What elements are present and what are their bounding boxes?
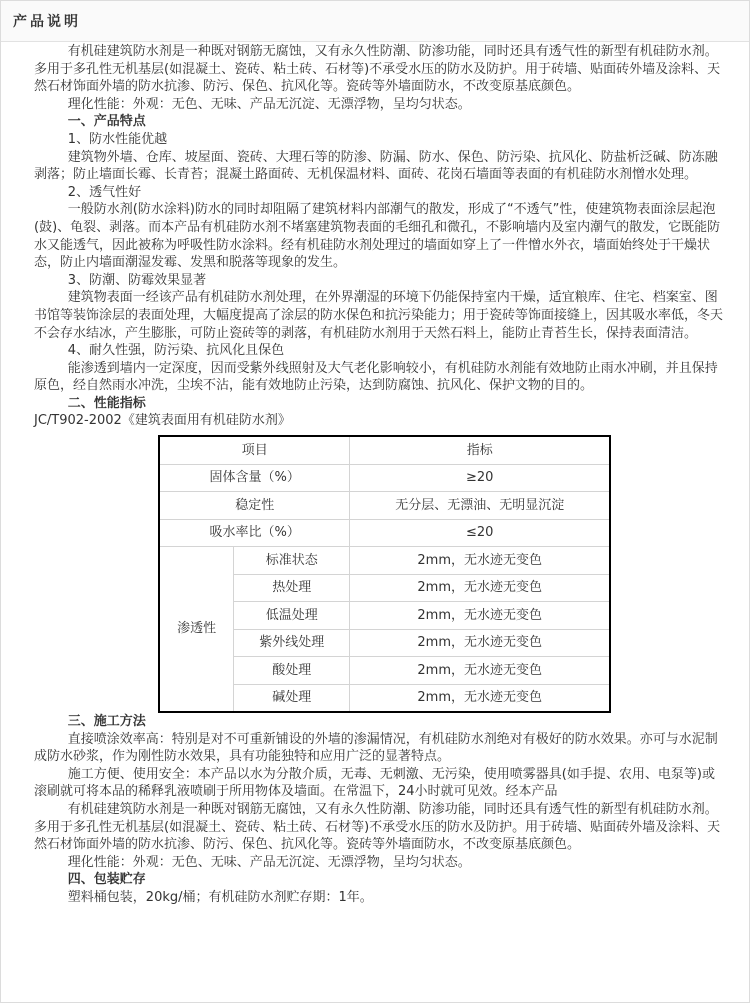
section-heading-packaging: 四、包装贮存 — [67, 872, 146, 888]
table-cell-subitem: 低温处理 — [234, 602, 350, 630]
construction-paragraph-3: 有机硅建筑防水剂是一种既对钢筋无腐蚀，又有永久性防潮、防渗功能，同时还具有透气性的新型有机硅防水剂。多用于多孔性无机基层(如混凝土、瓷砖、粘土砖、石材等)不承受水压的防水及防护。用于砖墙、贴面砖外墙及涂料、天然石材饰面外墙的防水抗渗、防污、保色、抗风化等。瓷砖等外墙面防水，不改变原基底颜色。 — [34, 802, 721, 853]
table-cell-value: 2mm，无水迹无变色 — [350, 657, 610, 685]
table-row — [159, 547, 610, 575]
table-cell-subitem: 标准状态 — [234, 547, 350, 575]
table-cell-value: 2mm，无水迹无变色 — [350, 684, 610, 712]
table-header-item: 项目 — [159, 436, 350, 464]
table-row — [159, 492, 610, 520]
physical-properties-line: 理化性能：外观：无色、无味、产品无沉淀、无漂浮物，呈均匀状态。 — [67, 96, 471, 112]
table-row — [159, 464, 610, 492]
table-cell-value: 无分层、无漂油、无明显沉淀 — [350, 492, 610, 520]
feature-1-text: 建筑物外墙、仓库、坡屋面、瓷砖、大理石等的防渗、防漏、防水、保色、防污染、抗风化、防盐析泛碱、防冻融剥落；防止墙面长霉、长青苔；混凝土路面砖、无机保温材料、面砖、花岗石墙面等表面的有机硅防水剂憎水处理。 — [34, 149, 718, 183]
table-cell-subitem: 热处理 — [234, 574, 350, 602]
table-row — [159, 519, 610, 547]
table-cell-value: 2mm，无水迹无变色 — [350, 547, 610, 575]
performance-table — [158, 435, 611, 713]
table-cell-value: ≤20 — [350, 519, 610, 547]
table-header-row — [159, 436, 610, 464]
panel-title: 产品说明 — [13, 14, 81, 30]
feature-3-text: 建筑物表面一经该产品有机硅防水剂处理，在外界潮湿的环境下仍能保持室内干燥，适宜粮库、住宅、档案室、图书馆等装饰涂层的表面处理，大幅度提高了涂层的防水保色和抗污染能力；用于瓷砖等饰面接缝上，因其吸水率低，冬天不会存水结冰，产生膨胀，可防止瓷砖等的剥落，有机硅防水剂用于天然石料上，能防止青苔生长，保持表面清洁。 — [34, 290, 724, 341]
feature-2-title: 2、透气性好 — [67, 184, 142, 200]
packaging-text: 塑料桶包装，20kg/桶；有机硅防水剂贮存期：1年。 — [67, 890, 373, 905]
table-cell-subitem: 紫外线处理 — [234, 629, 350, 657]
table-cell-item: 吸水率比（%） — [159, 519, 350, 547]
feature-4-title: 4、耐久性强，防污染、抗风化且保色 — [67, 343, 285, 359]
table-cell-subitem: 酸处理 — [234, 657, 350, 685]
intro-paragraph: 有机硅建筑防水剂是一种既对钢筋无腐蚀，又有永久性防潮、防渗功能，同时还具有透气性的新型有机硅防水剂。多用于多孔性无机基层(如混凝土、瓷砖、粘土砖、石材等)不承受水压的防水及防护。用于砖墙、贴面砖外墙及涂料、天然石材饰面外墙的防水抗渗、防污、保色、抗风化等。瓷砖等外墙面防水，不改变原基底颜色。 — [34, 44, 721, 95]
table-cell-value: 2mm，无水迹无变色 — [350, 574, 610, 602]
standard-reference: JC/T902-2002《建筑表面用有机硅防水剂》 — [34, 413, 291, 429]
construction-paragraph-1: 直接喷涂效率高：特别是对不可重新铺设的外墙的渗漏情况，有机硅防水剂绝对有极好的防水效果。亦可与水泥制成防水砂浆，作为刚性防水效果，具有功能独特和应用广泛的显著特点。 — [34, 731, 718, 765]
table-cell-item: 稳定性 — [159, 492, 350, 520]
table-cell-value: 2mm，无水迹无变色 — [350, 629, 610, 657]
permeability-label: 渗透性 — [159, 547, 234, 713]
table-cell-item: 固体含量（%） — [159, 464, 350, 492]
feature-2-text: 一般防水剂(防水涂料)防水的同时却阻隔了建筑材料内部潮气的散发，形成了“不透气”性，使建筑物表面涂层起泡(鼓)、龟裂、剥落。而本产品有机硅防水剂不堵塞建筑物表面的毛细孔和微孔，不影响墙内及室内潮气的散发，它既能防水又能透气，因此被称为呼吸性防水涂料。经有机硅防水剂处理过的墙面如穿上了一件憎水外衣，墙面始终处于干燥状态，防止内墙面潮湿发霉、发黑和脱落等现象的发生。 — [34, 202, 721, 271]
section-heading-features: 一、产品特点 — [67, 114, 146, 130]
feature-4-text: 能渗透到墙内一定深度，因而受紫外线照射及大气老化影响较小，有机硅防水剂能有效地防止雨水冲刷，并且保持原色，经自然雨水冲洗，尘埃不沾，能有效地防止污染，达到防腐蚀、抗风化、保护文物的目的。 — [34, 360, 718, 394]
table-cell-subitem: 碱处理 — [234, 684, 350, 712]
table-header-index: 指标 — [350, 436, 610, 464]
section-heading-performance: 二、性能指标 — [67, 395, 146, 411]
panel-header — [1, 1, 749, 42]
description-content — [34, 43, 724, 907]
table-cell-value: ≥20 — [350, 464, 610, 492]
feature-1-title: 1、防水性能优越 — [67, 131, 168, 147]
table-cell-value: 2mm，无水迹无变色 — [350, 602, 610, 630]
construction-paragraph-2: 施工方便、使用安全：本产品以水为分散介质，无毒、无刺激、无污染，使用喷雾器具(如手提、农用、电泵等)或滚刷就可将本品的稀释乳液喷刷于所用物体及墙面。在常温下，24小时就可见效。经本产品 — [34, 766, 715, 800]
feature-3-title: 3、防潮、防霉效果显著 — [67, 272, 207, 288]
construction-paragraph-4: 理化性能：外观：无色、无味、产品无沉淀、无漂浮物，呈均匀状态。 — [67, 854, 471, 870]
section-heading-construction: 三、施工方法 — [67, 714, 146, 730]
